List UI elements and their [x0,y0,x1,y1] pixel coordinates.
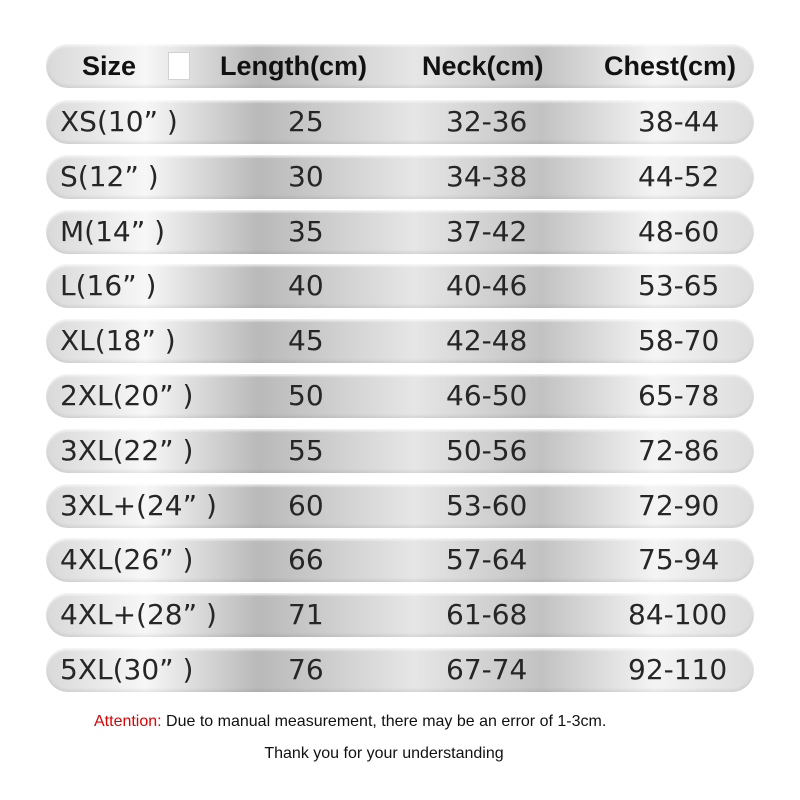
row-size: 4XL(26” ) [60,543,194,577]
header-chest: Chest(cm) [604,51,737,81]
row-chest: 75-94 [638,543,720,577]
row-chest: 44-52 [638,159,720,193]
table-row [46,374,754,418]
row-size: S(12” ) [60,159,159,193]
table-row [46,429,754,473]
row-length: 66 [288,543,324,577]
row-chest: 92-110 [628,652,728,686]
placeholder-box [168,52,190,80]
row-size: 2XL(20” ) [60,378,194,412]
row-neck: 53-60 [446,488,528,522]
row-length: 30 [288,159,324,193]
row-chest: 58-70 [638,324,720,358]
row-size: XS(10” ) [60,105,178,138]
row-neck: 57-64 [446,543,528,577]
header-length: Length(cm) [220,51,367,81]
row-length: 60 [288,488,324,522]
table-row [46,210,754,254]
row-chest: 65-78 [638,378,720,412]
row-length: 45 [288,324,324,358]
table-row [46,648,754,692]
row-length: 35 [288,214,324,248]
row-chest: 38-44 [638,105,720,138]
size-chart-table [46,44,754,703]
attention-label: Attention: [94,713,162,730]
table-row [46,484,754,528]
attention-text: Due to manual measurement, there may be an error of 1-3cm. [161,713,607,730]
row-size: M(14” ) [60,214,166,248]
row-size: 4XL+(28” ) [60,598,217,632]
row-neck: 46-50 [446,378,528,412]
header-size: Size [82,51,137,81]
row-size: XL(18” ) [60,324,176,358]
table-row [46,538,754,582]
row-size: 5XL(30” ) [60,652,194,686]
row-chest: 48-60 [638,214,720,248]
table-row [46,319,754,363]
row-chest: 72-86 [638,433,720,467]
row-chest: 53-65 [638,269,720,303]
row-neck: 40-46 [446,269,528,303]
row-length: 40 [288,269,324,303]
header-neck: Neck(cm) [422,51,544,81]
row-chest: 72-90 [638,488,720,522]
row-length: 76 [288,652,324,686]
row-size: 3XL+(24” ) [60,488,217,522]
table-row [46,264,754,308]
row-length: 25 [288,105,324,138]
table-row [46,155,754,199]
table-header-row [46,44,754,88]
row-length: 55 [288,433,324,467]
table-row [46,593,754,637]
row-neck: 50-56 [446,433,528,467]
row-neck: 42-48 [446,324,528,358]
row-size: L(16” ) [60,269,157,303]
table-row [46,100,754,144]
row-neck: 61-68 [446,598,528,632]
row-chest: 84-100 [628,598,728,632]
row-neck: 37-42 [446,214,528,248]
row-length: 50 [288,378,324,412]
thanks-note: Thank you for your understanding [264,745,504,762]
row-neck: 34-38 [446,159,528,193]
row-size: 3XL(22” ) [60,433,194,467]
row-neck: 67-74 [446,652,528,686]
attention-note [94,713,606,731]
row-length: 71 [288,598,324,632]
row-neck: 32-36 [446,105,528,138]
